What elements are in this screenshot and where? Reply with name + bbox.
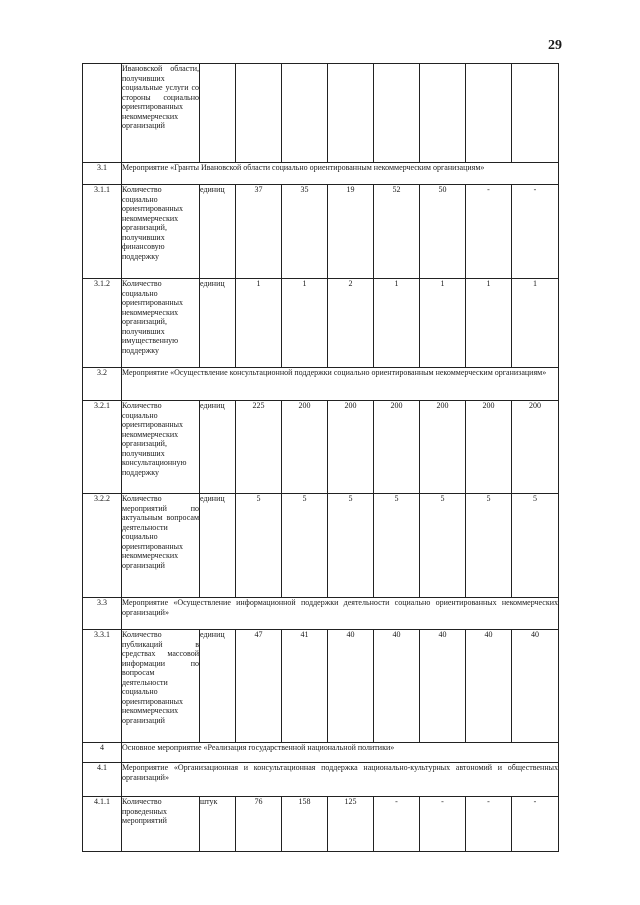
table-row <box>83 743 559 763</box>
activity-heading: Основное мероприятие «Реализация государственной национальной политики» <box>122 743 559 763</box>
value-cell: 76 <box>236 797 282 852</box>
value-cell: 200 <box>420 401 466 494</box>
row-number: 4.1 <box>83 763 122 797</box>
table-row <box>83 797 559 852</box>
value-cell: 158 <box>282 797 328 852</box>
value-cell: 5 <box>282 494 328 598</box>
unit-cell: единиц <box>200 494 236 598</box>
value-cell: 1 <box>466 279 512 368</box>
table-row <box>83 279 559 368</box>
value-cell: 47 <box>236 630 282 743</box>
row-number: 3.2.1 <box>83 401 122 494</box>
value-cell: 5 <box>374 494 420 598</box>
value-cell: - <box>374 797 420 852</box>
row-number: 3.1.1 <box>83 185 122 279</box>
table-row <box>83 630 559 743</box>
value-cell: - <box>466 185 512 279</box>
value-cell <box>236 64 282 163</box>
value-cell: 1 <box>236 279 282 368</box>
row-number: 3.2.2 <box>83 494 122 598</box>
table-row <box>83 598 559 630</box>
value-cell <box>420 64 466 163</box>
activity-heading: Мероприятие «Осуществление консультационной поддержки социально ориентированным некоммерческим организациям» <box>122 368 559 401</box>
row-number: 3.3.1 <box>83 630 122 743</box>
unit-cell: единиц <box>200 279 236 368</box>
row-number: 3.1 <box>83 163 122 185</box>
value-cell: 50 <box>420 185 466 279</box>
value-cell: 35 <box>282 185 328 279</box>
value-cell: 5 <box>466 494 512 598</box>
value-cell: 1 <box>282 279 328 368</box>
value-cell <box>512 64 559 163</box>
value-cell: 200 <box>282 401 328 494</box>
table-row <box>83 64 559 163</box>
value-cell: 1 <box>420 279 466 368</box>
value-cell: 225 <box>236 401 282 494</box>
value-cell: 1 <box>374 279 420 368</box>
value-cell: 5 <box>328 494 374 598</box>
value-cell: 1 <box>512 279 559 368</box>
indicator-name: Ивановской области, получивших социальные услуги со стороны социально ориентированных некоммерческих организаций <box>122 64 200 163</box>
value-cell: 200 <box>374 401 420 494</box>
value-cell: - <box>512 185 559 279</box>
value-cell <box>374 64 420 163</box>
page-number: 29 <box>548 38 562 53</box>
value-cell: 19 <box>328 185 374 279</box>
value-cell: 200 <box>328 401 374 494</box>
value-cell: 40 <box>466 630 512 743</box>
unit-cell: единиц <box>200 401 236 494</box>
value-cell: 5 <box>420 494 466 598</box>
indicator-name: Количество публикаций в средствах массовой информации по вопросам деятельности социально ориентированных некоммерческих организаций <box>122 630 200 743</box>
activity-heading: Мероприятие «Организационная и консультационная поддержка национально-культурных автономий и общественных организаций» <box>122 763 559 797</box>
value-cell: 125 <box>328 797 374 852</box>
row-number <box>83 64 122 163</box>
value-cell: 5 <box>236 494 282 598</box>
indicator-name: Количество социально ориентированных некоммерческих организаций, получивших консультационную поддержку <box>122 401 200 494</box>
value-cell: - <box>420 797 466 852</box>
value-cell <box>328 64 374 163</box>
table-row <box>83 185 559 279</box>
table-row <box>83 368 559 401</box>
value-cell: 2 <box>328 279 374 368</box>
value-cell: 41 <box>282 630 328 743</box>
row-number: 4.1.1 <box>83 797 122 852</box>
value-cell: - <box>466 797 512 852</box>
activity-heading: Мероприятие «Осуществление информационной поддержки деятельности социально ориентированных некоммерческих организаций» <box>122 598 559 630</box>
unit-cell: единиц <box>200 630 236 743</box>
value-cell <box>282 64 328 163</box>
value-cell: 52 <box>374 185 420 279</box>
row-number: 3.1.2 <box>83 279 122 368</box>
unit-cell: единиц <box>200 185 236 279</box>
table-row <box>83 401 559 494</box>
value-cell: 40 <box>420 630 466 743</box>
activity-heading: Мероприятие «Гранты Ивановской области социально ориентированным некоммерческим организациям» <box>122 163 559 185</box>
value-cell: 40 <box>328 630 374 743</box>
table-row <box>83 494 559 598</box>
indicators-table <box>82 63 559 852</box>
indicator-name: Количество проведенных мероприятий <box>122 797 200 852</box>
value-cell: 5 <box>512 494 559 598</box>
row-number: 3.2 <box>83 368 122 401</box>
table-row <box>83 763 559 797</box>
value-cell: 37 <box>236 185 282 279</box>
table-row <box>83 163 559 185</box>
indicator-name: Количество мероприятий по актуальным вопросам деятельности социально ориентированных некоммерческих организаций <box>122 494 200 598</box>
row-number: 3.3 <box>83 598 122 630</box>
value-cell <box>466 64 512 163</box>
indicator-name: Количество социально ориентированных некоммерческих организаций, получивших финансовую поддержку <box>122 185 200 279</box>
value-cell: 200 <box>466 401 512 494</box>
value-cell: 40 <box>512 630 559 743</box>
indicator-name: Количество социально ориентированных некоммерческих организаций, получивших имущественную поддержку <box>122 279 200 368</box>
value-cell: 40 <box>374 630 420 743</box>
row-number: 4 <box>83 743 122 763</box>
value-cell: 200 <box>512 401 559 494</box>
unit-cell <box>200 64 236 163</box>
unit-cell: штук <box>200 797 236 852</box>
value-cell: - <box>512 797 559 852</box>
